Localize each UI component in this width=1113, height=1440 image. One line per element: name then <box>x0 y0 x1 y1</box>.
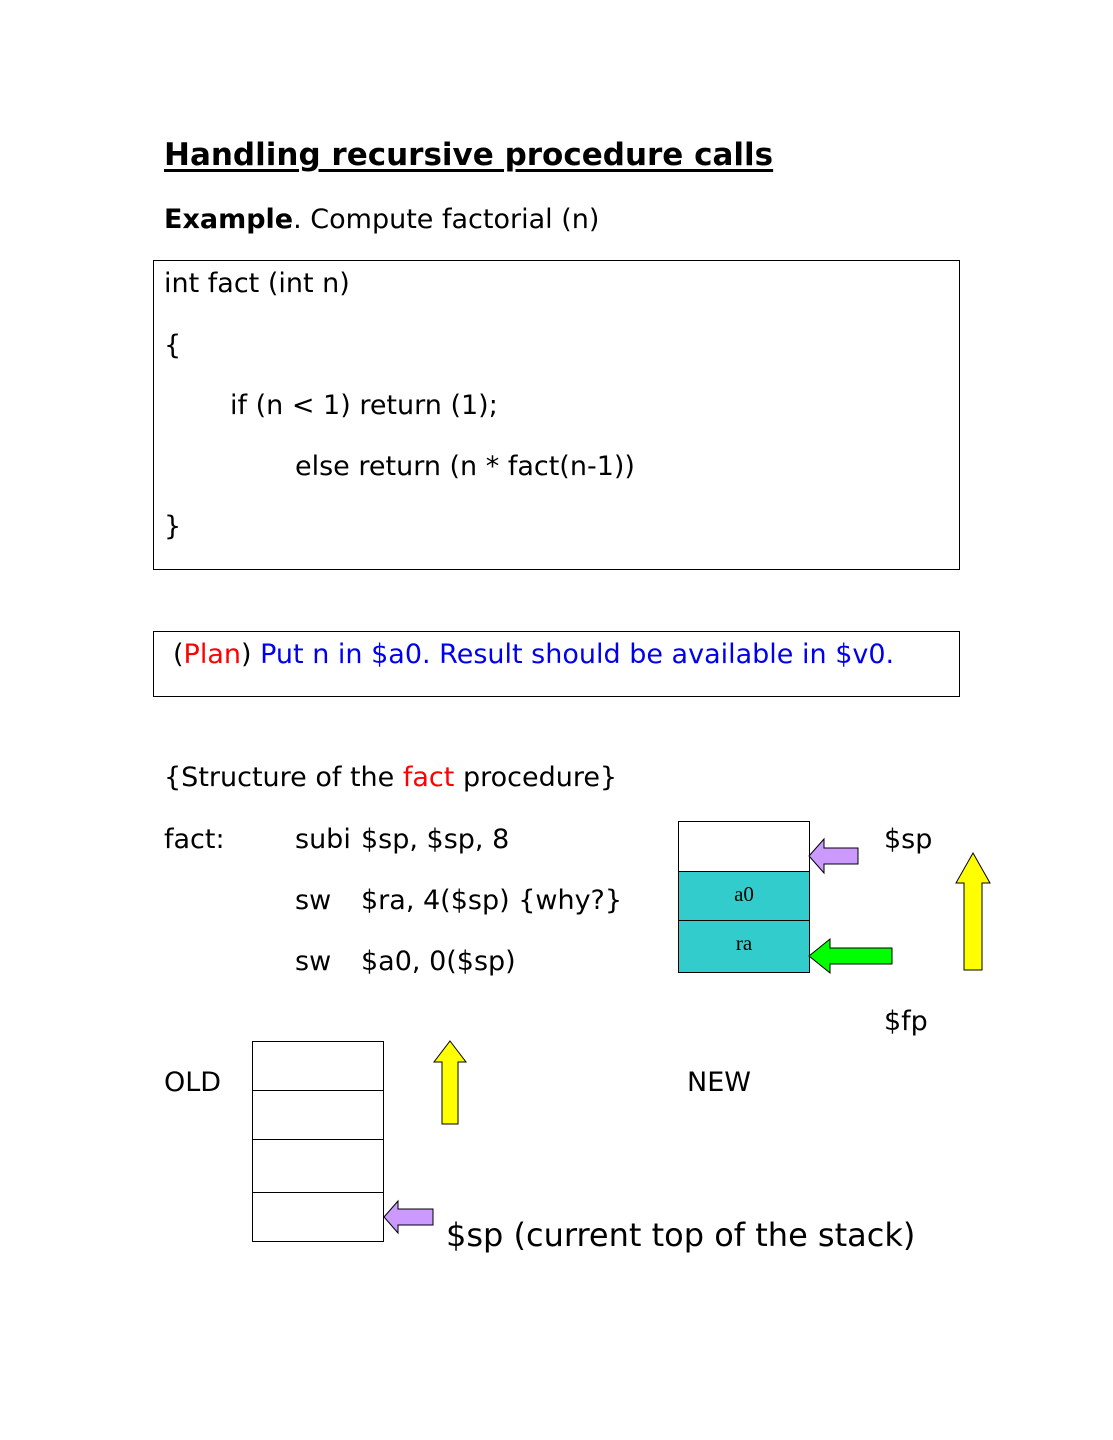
code-line-3: if (n < 1) return (1); <box>230 390 498 421</box>
fp-label: $fp <box>884 1006 928 1037</box>
new-stack-cell-empty <box>678 821 810 872</box>
old-sp-pointer-arrow-icon <box>383 1200 435 1234</box>
fp-pointer-arrow-icon <box>808 938 894 974</box>
page-title: Handling recursive procedure calls <box>164 137 774 173</box>
example-line <box>164 204 599 236</box>
plan-close-paren: ) <box>241 639 252 670</box>
old-stack-cell <box>252 1090 384 1140</box>
asm-args-2: $ra, 4($sp) {why?} <box>361 885 623 916</box>
old-label: OLD <box>164 1067 222 1098</box>
structure-keyword: fact <box>402 762 455 793</box>
asm-op-1: subi <box>295 824 351 855</box>
structure-heading <box>164 762 617 794</box>
asm-op-3: sw <box>295 946 332 977</box>
stack-growth-arrow-icon <box>955 852 993 972</box>
example-label: Example <box>164 204 294 235</box>
asm-op-2: sw <box>295 885 332 916</box>
old-stack-cell <box>252 1041 384 1091</box>
old-stack-growth-arrow-icon <box>433 1040 469 1126</box>
code-line-4: else return (n * fact(n-1)) <box>295 451 635 482</box>
new-label: NEW <box>687 1067 751 1098</box>
code-line-1: int fact (int n) <box>164 268 350 299</box>
code-line-5: } <box>164 511 182 542</box>
structure-suffix: procedure} <box>454 762 618 793</box>
old-sp-caption: $sp (current top of the stack) <box>446 1216 916 1254</box>
new-stack-cell-a0: a0 <box>678 871 810 921</box>
new-stack-cell-ra: ra <box>678 920 810 973</box>
plan-text: Put n in $a0. Result should be available in $v0. <box>251 639 895 670</box>
asm-args-1: $sp, $sp, 8 <box>361 824 510 855</box>
old-stack-cell <box>252 1139 384 1193</box>
plan-keyword: Plan <box>183 639 241 670</box>
sp-pointer-arrow-icon <box>808 838 860 874</box>
old-stack-cell <box>252 1192 384 1242</box>
code-line-2: { <box>164 330 182 361</box>
plan-line <box>173 639 894 671</box>
asm-label: fact: <box>164 824 225 855</box>
asm-args-3: $a0, 0($sp) <box>361 946 516 977</box>
new-sp-label: $sp <box>884 824 933 855</box>
structure-prefix: {Structure of the <box>164 762 403 793</box>
plan-open-paren: ( <box>173 639 184 670</box>
example-text: . Compute factorial (n) <box>293 204 600 235</box>
